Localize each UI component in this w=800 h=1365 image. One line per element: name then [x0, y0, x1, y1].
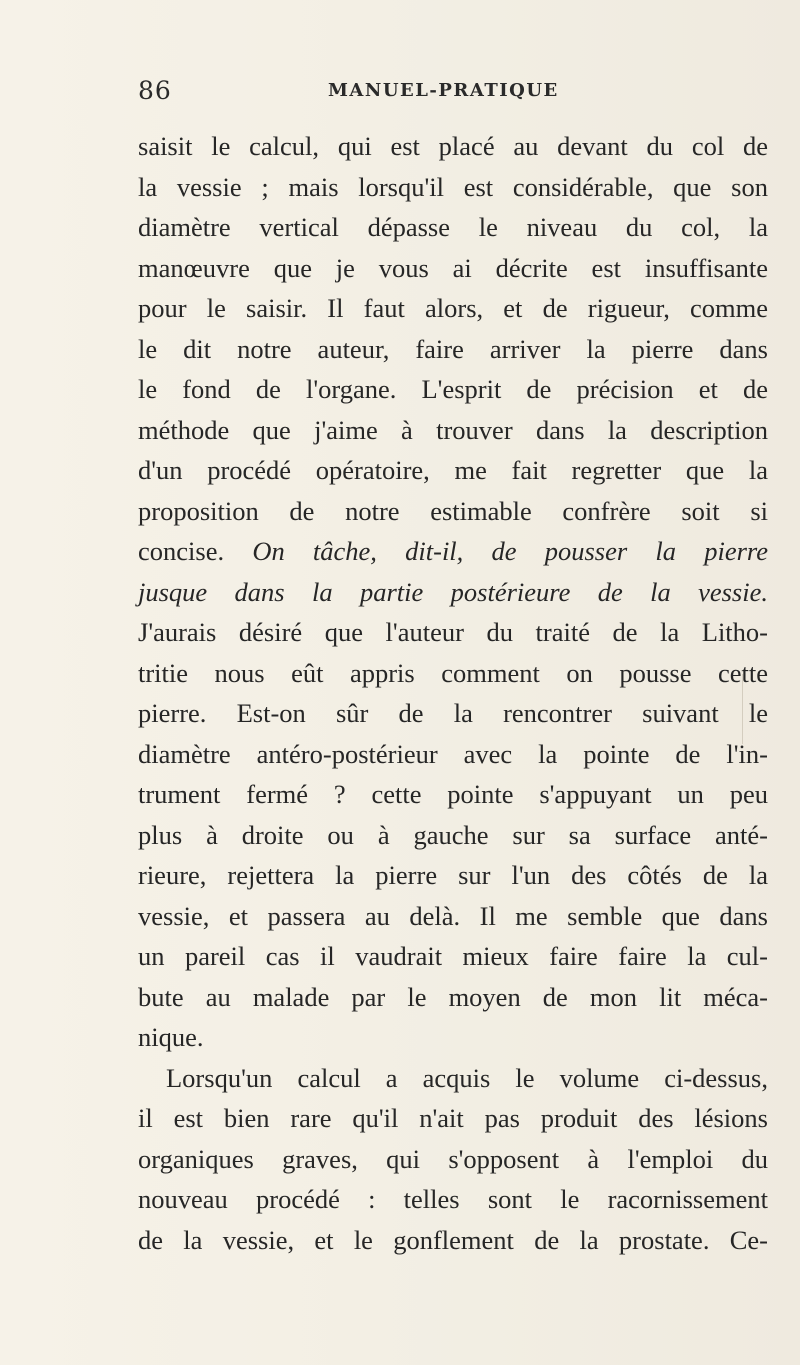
text-line: plus à droite ou à gauche sur sa surface anté- — [138, 819, 768, 850]
text-line: J'aurais désiré que l'auteur du traité de la Litho- — [138, 617, 768, 647]
text-line: bute au malade par le moyen de mon lit méca- — [138, 981, 768, 1012]
running-head: MANUEL-PRATIQUE — [328, 80, 559, 101]
text-line: saisit le calcul, qui est placé au devant du col de — [138, 131, 768, 161]
text-line: le fond de l'organe. L'esprit de précision et de — [138, 374, 768, 404]
paragraph-start-line: Lorsqu'un calcul a acquis le volume ci-dessus, — [166, 1062, 768, 1093]
page-number: 86 — [138, 76, 172, 105]
body-text — [138, 126, 768, 1260]
page-header — [138, 76, 758, 116]
text-line: trument fermé ? cette pointe s'appuyant un peu — [138, 779, 768, 809]
text-line: méthode que j'aime à trouver dans la description — [138, 414, 768, 445]
text-line: d'un procédé opératoire, me fait regretter que la — [138, 455, 768, 485]
text-line: la vessie ; mais lorsqu'il est considérable, que son — [138, 171, 768, 202]
italic-quote-line: jusque dans la partie postérieure de la vessie. — [138, 576, 768, 607]
text-line-with-quote — [138, 531, 768, 572]
text-line: proposition de notre estimable confrère soit si — [138, 495, 768, 526]
italic-quote: On tâche, dit-il, de pousser la pierre — [252, 536, 769, 566]
text-line: pierre. Est-on sûr de la rencontrer suivant le — [138, 698, 768, 728]
text-line: il est bien rare qu'il n'ait pas produit des lésions — [138, 1103, 768, 1133]
text-line: de la vessie, et le gonflement de la prostate. Ce- — [138, 1224, 768, 1255]
text-line: diamètre vertical dépasse le niveau du col, la — [138, 212, 768, 242]
text-segment: concise. — [138, 536, 253, 566]
text-line: vessie, et passera au delà. Il me semble que dans — [138, 900, 768, 931]
text-line: rieure, rejettera la pierre sur l'un des côtés de la — [138, 860, 768, 890]
text-line: tritie nous eût appris comment on pousse cette — [138, 657, 768, 688]
page-crease — [736, 674, 743, 744]
text-line: nouveau procédé : telles sont le racornissement — [138, 1184, 768, 1214]
text-line: un pareil cas il vaudrait mieux faire faire la cul- — [138, 941, 768, 971]
text-line: pour le saisir. Il faut alors, et de rigueur, comme — [138, 293, 768, 323]
text-line: organiques graves, qui s'opposent à l'emploi du — [138, 1143, 768, 1174]
text-line: diamètre antéro-postérieur avec la pointe de l'in- — [138, 738, 768, 769]
text-line: nique. — [138, 1022, 204, 1052]
text-line: manœuvre que je vous ai décrite est insuffisante — [138, 252, 768, 283]
text-line: le dit notre auteur, faire arriver la pierre dans — [138, 333, 768, 364]
